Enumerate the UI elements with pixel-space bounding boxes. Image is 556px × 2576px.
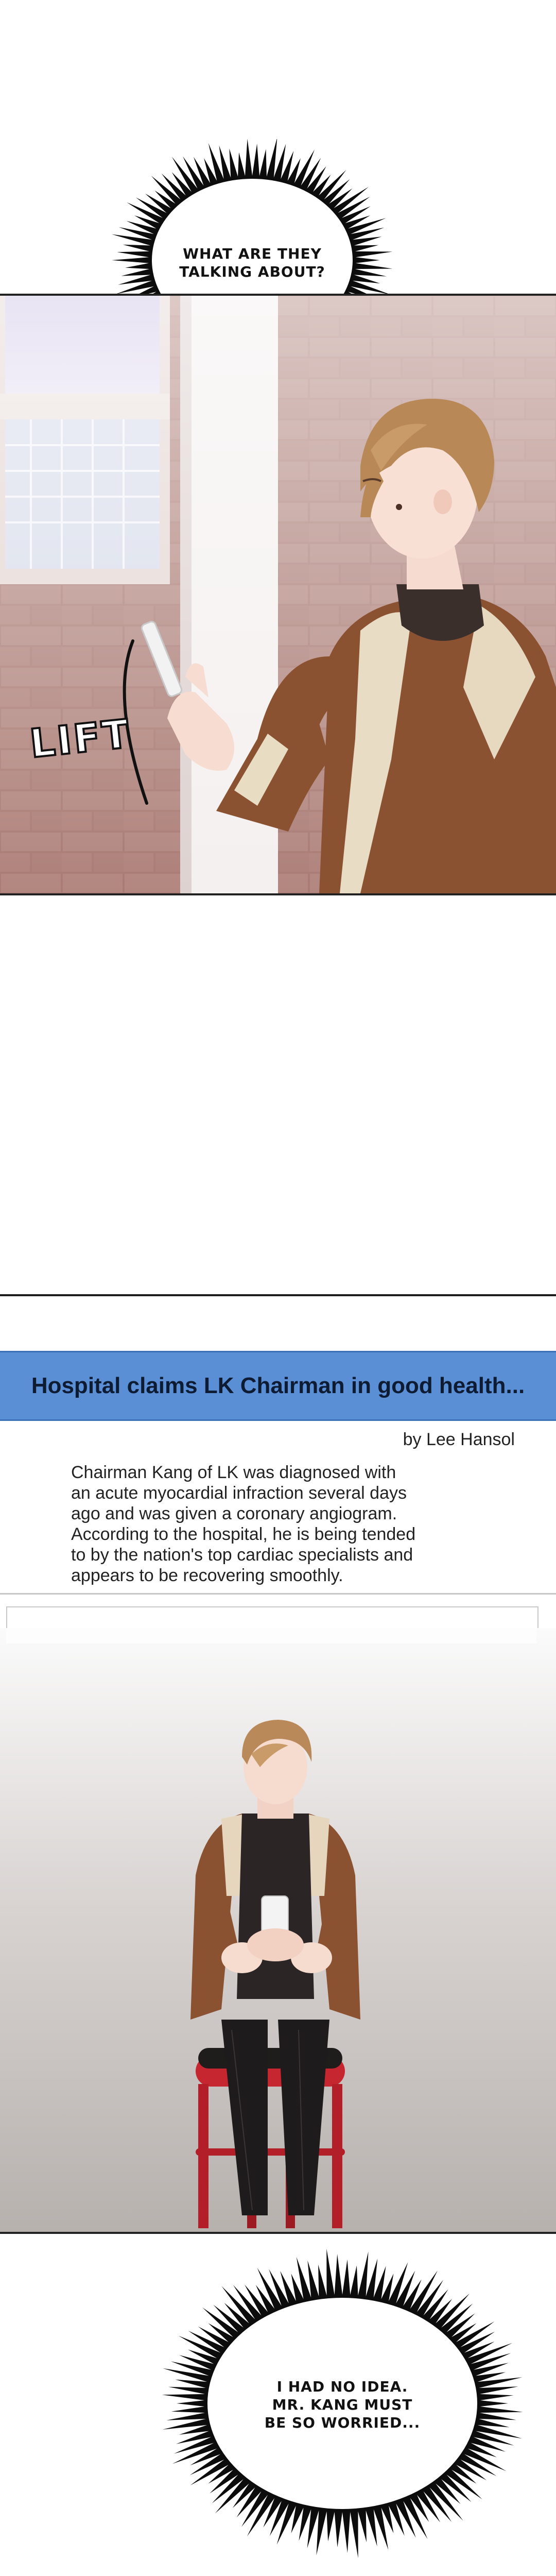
illustration-seated-man xyxy=(0,1628,556,2232)
bubble-bottom-line: MR. KANG MUST xyxy=(272,2396,413,2413)
bubble-bottom-text xyxy=(239,2378,445,2432)
bubble-top-line: WHAT ARE THEY xyxy=(183,245,322,262)
news-body-line: Chairman Kang of LK was diagnosed with xyxy=(71,1463,396,1482)
news-body-line: an acute myocardial infraction several days xyxy=(71,1483,407,1503)
news-headline-bar xyxy=(0,1351,556,1421)
news-separator xyxy=(0,1593,556,1595)
bubble-bottom-line: BE SO WORRIED... xyxy=(264,2414,421,2431)
news-byline: by Lee Hansol xyxy=(403,1430,515,1449)
sfx-lift: LIFT xyxy=(27,710,133,767)
illustration-brick-wall-scene xyxy=(0,296,556,893)
news-empty-box xyxy=(6,1606,538,1631)
bubble-bottom-line: I HAD NO IDEA. xyxy=(276,2378,408,2395)
speech-bubble-bottom xyxy=(149,2249,535,2558)
news-headline: Hospital claims LK Chairman in good health... xyxy=(31,1373,525,1398)
news-body-line: ago and was given a coronary angiogram. xyxy=(71,1504,397,1523)
news-body-line: According to the hospital, he is being tended xyxy=(71,1524,416,1544)
divider-line xyxy=(0,1294,556,1296)
news-body xyxy=(71,1462,483,1586)
bubble-top-line: TALKING ABOUT? xyxy=(179,263,325,280)
news-body-line: appears to be recovering smoothly. xyxy=(71,1566,343,1585)
panel-man-on-stool xyxy=(0,1628,556,2234)
panel-man-on-phone xyxy=(0,294,556,895)
news-body-line: to by the nation's top cardiac specialists and xyxy=(71,1545,413,1565)
bubble-top-text xyxy=(175,245,329,281)
